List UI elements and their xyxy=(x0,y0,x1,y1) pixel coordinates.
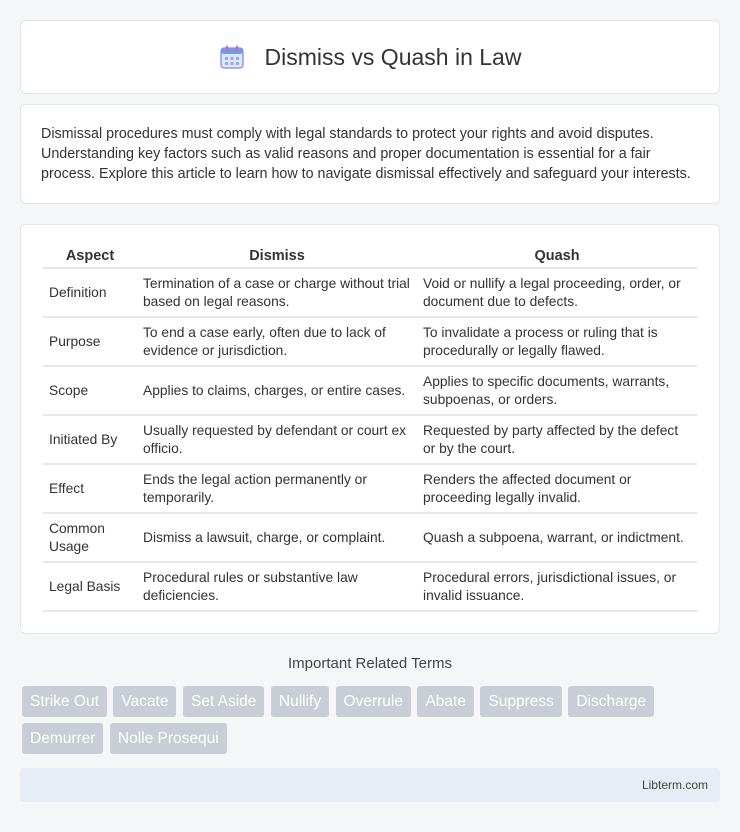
cell-dismiss: Usually requested by defendant or court ex officio. xyxy=(137,416,417,465)
table-header-row xyxy=(43,245,697,269)
cell-aspect: Scope xyxy=(43,367,137,416)
cell-dismiss: Dismiss a lawsuit, charge, or complaint. xyxy=(137,514,417,563)
table-row xyxy=(43,269,697,318)
intro-card xyxy=(20,104,720,204)
cell-quash: Void or nullify a legal proceeding, order, or document due to defects. xyxy=(417,269,697,318)
table-row xyxy=(43,416,697,465)
header-quash: Quash xyxy=(417,245,697,269)
table-row xyxy=(43,514,697,563)
cell-aspect: Initiated By xyxy=(43,416,137,465)
cell-aspect: Common Usage xyxy=(43,514,137,563)
cell-dismiss: Ends the legal action permanently or temporarily. xyxy=(137,465,417,514)
comparison-card xyxy=(20,224,720,634)
table-row xyxy=(43,465,697,514)
related-term-tag[interactable]: Overrule xyxy=(336,686,411,717)
intro-text: Dismissal procedures must comply with legal standards to protect your rights and avoid disputes. Understanding key factors such as valid reasons and proper documentation is essential for a fair process. Explore this article to learn how to navigate dismissal effectively and safeguard your interests. xyxy=(41,126,691,182)
comparison-table xyxy=(43,245,697,612)
header-dismiss: Dismiss xyxy=(137,245,417,269)
related-term-tag[interactable]: Demurrer xyxy=(22,723,103,754)
related-terms-title: Important Related Terms xyxy=(288,655,452,672)
header-aspect: Aspect xyxy=(43,245,137,269)
table-row xyxy=(43,563,697,612)
cell-quash: Applies to specific documents, warrants, subpoenas, or orders. xyxy=(417,367,697,416)
cell-dismiss: Applies to claims, charges, or entire cases. xyxy=(137,367,417,416)
cell-quash: Procedural errors, jurisdictional issues, or invalid issuance. xyxy=(417,563,697,612)
cell-aspect: Legal Basis xyxy=(43,563,137,612)
cell-dismiss: Termination of a case or charge without trial based on legal reasons. xyxy=(137,269,417,318)
cell-quash: Requested by party affected by the defect or by the court. xyxy=(417,416,697,465)
related-terms-list xyxy=(22,686,722,760)
footer-site-link[interactable]: Libterm.com xyxy=(641,778,708,792)
cell-quash: Quash a subpoena, warrant, or indictment. xyxy=(417,514,697,563)
cell-aspect: Definition xyxy=(43,269,137,318)
related-term-tag[interactable]: Vacate xyxy=(113,686,176,717)
related-term-tag[interactable]: Discharge xyxy=(568,686,654,717)
cell-quash: To invalidate a process or ruling that is procedurally or legally flawed. xyxy=(417,318,697,367)
cell-aspect: Effect xyxy=(43,465,137,514)
related-term-tag[interactable]: Set Aside xyxy=(183,686,265,717)
cell-quash: Renders the affected document or proceeding legally invalid. xyxy=(417,465,697,514)
calendar-icon xyxy=(219,44,245,70)
header-card xyxy=(20,20,720,94)
table-row xyxy=(43,367,697,416)
cell-dismiss: Procedural rules or substantive law deficiencies. xyxy=(137,563,417,612)
related-term-tag[interactable]: Abate xyxy=(417,686,474,717)
page-title: Dismiss vs Quash in Law xyxy=(264,43,522,70)
related-term-tag[interactable]: Nullify xyxy=(271,686,329,717)
cell-aspect: Purpose xyxy=(43,318,137,367)
related-term-tag[interactable]: Suppress xyxy=(480,686,561,717)
footer xyxy=(20,768,720,802)
related-term-tag[interactable]: Nolle Prosequi xyxy=(110,723,227,754)
table-row xyxy=(43,318,697,367)
cell-dismiss: To end a case early, often due to lack of evidence or jurisdiction. xyxy=(137,318,417,367)
related-term-tag[interactable]: Strike Out xyxy=(22,686,107,717)
